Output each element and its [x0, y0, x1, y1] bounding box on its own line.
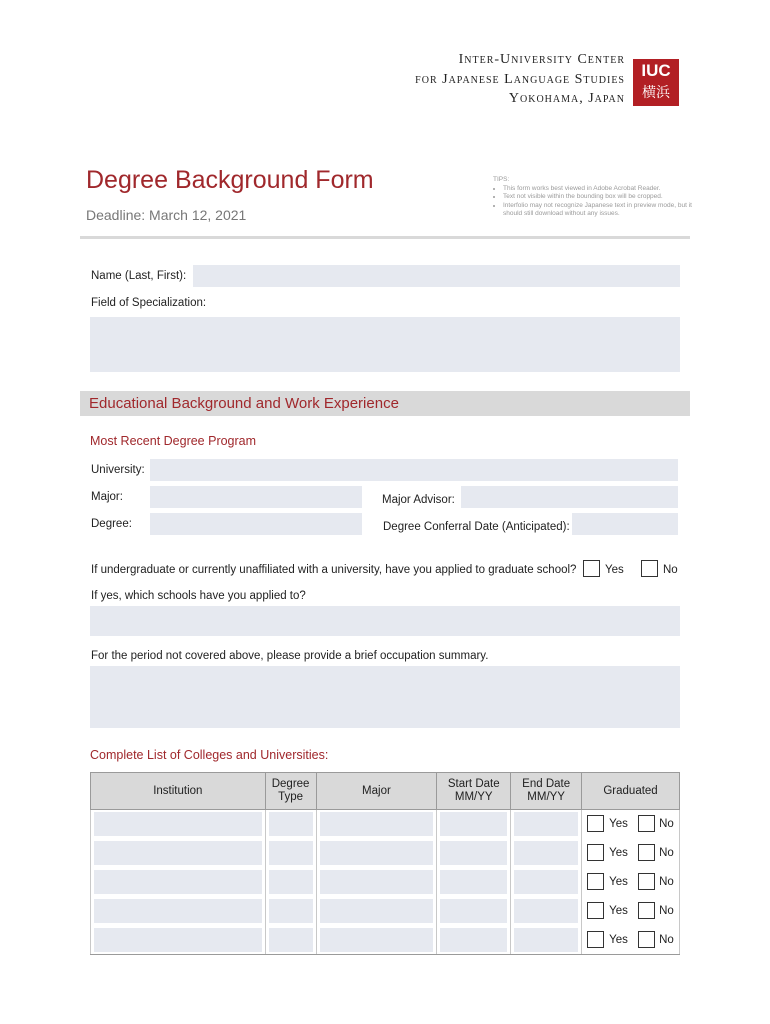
- graduated-yes-checkbox[interactable]: [587, 931, 604, 948]
- end-date-field[interactable]: [514, 899, 578, 923]
- graduated-options: [585, 870, 676, 894]
- table-row: [91, 926, 680, 955]
- col-end-date: End Date MM/YY: [511, 773, 582, 810]
- graduated-yes-label: Yes: [609, 905, 628, 917]
- logo-text-iuc: IUC: [641, 61, 671, 80]
- graduated-options: [585, 812, 676, 836]
- deadline: Deadline: March 12, 2021: [86, 207, 247, 223]
- table-cell: [265, 868, 316, 897]
- table-cell: [316, 810, 437, 839]
- org-name-line3: Yokohama, Japan: [508, 91, 625, 106]
- specialization-label: Field of Specialization:: [91, 297, 207, 309]
- graduated-no-checkbox[interactable]: [638, 873, 655, 890]
- tip-item: • Interfolio may not recognize Japanese text in preview mode, but it should still download without any issues.: [503, 202, 693, 219]
- start-date-field[interactable]: [440, 812, 507, 836]
- degree-label: Degree:: [91, 518, 132, 530]
- table-cell: [91, 868, 266, 897]
- colleges-table: [90, 772, 680, 955]
- col-institution: Institution: [91, 773, 266, 810]
- org-name-line1: Inter-University Center: [458, 52, 625, 67]
- grad-yes-label: Yes: [605, 564, 624, 576]
- name-field[interactable]: [193, 265, 680, 287]
- table-cell: [316, 897, 437, 926]
- grad-school-question: If undergraduate or currently unaffiliated with a university, have you applied to graduate school?: [91, 564, 577, 576]
- table-cell: [437, 926, 511, 955]
- graduated-no-label: No: [659, 905, 674, 917]
- schools-applied-field[interactable]: [90, 606, 680, 636]
- graduated-yes-checkbox[interactable]: [587, 844, 604, 861]
- graduated-yes-label: Yes: [609, 933, 628, 946]
- table-cell: [511, 839, 582, 868]
- table-cell: [582, 868, 680, 897]
- degree-field[interactable]: [150, 513, 362, 535]
- table-cell: [582, 897, 680, 926]
- end-date-field[interactable]: [514, 928, 578, 952]
- graduated-yes-label: Yes: [609, 876, 628, 888]
- graduated-yes-label: Yes: [609, 818, 628, 831]
- table-cell: [511, 868, 582, 897]
- conferral-date-field[interactable]: [572, 513, 678, 535]
- graduated-no-label: No: [659, 933, 674, 946]
- major-field[interactable]: [320, 841, 434, 865]
- table-cell: [437, 839, 511, 868]
- table-cell: [91, 810, 266, 839]
- major-field[interactable]: [320, 870, 434, 894]
- col-major: Major: [316, 773, 437, 810]
- major-field[interactable]: [320, 928, 434, 952]
- degree-type-field[interactable]: [269, 812, 313, 836]
- institution-field[interactable]: [94, 899, 262, 923]
- iuc-logo: [633, 59, 679, 106]
- graduated-options: [585, 841, 676, 865]
- logo-text-kanji: 横浜: [642, 84, 670, 100]
- graduated-yes-checkbox[interactable]: [587, 873, 604, 890]
- table-cell: [316, 868, 437, 897]
- graduated-options: [585, 899, 676, 923]
- major-field[interactable]: [320, 899, 434, 923]
- start-date-field[interactable]: [440, 928, 507, 952]
- conferral-label: Degree Conferral Date (Anticipated):: [383, 521, 570, 533]
- graduated-yes-label: Yes: [609, 847, 628, 859]
- graduated-yes-checkbox[interactable]: [587, 815, 604, 832]
- end-date-field[interactable]: [514, 812, 578, 836]
- grad-no-label: No: [663, 564, 678, 576]
- colleges-heading: Complete List of Colleges and Universities:: [90, 748, 329, 762]
- table-cell: [316, 839, 437, 868]
- degree-type-field[interactable]: [269, 928, 313, 952]
- table-cell: [437, 810, 511, 839]
- table-cell: [265, 926, 316, 955]
- institution-field[interactable]: [94, 841, 262, 865]
- start-date-field[interactable]: [440, 870, 507, 894]
- end-date-field[interactable]: [514, 870, 578, 894]
- graduated-yes-checkbox[interactable]: [587, 902, 604, 919]
- table-row: [91, 839, 680, 868]
- table-cell: [91, 926, 266, 955]
- graduated-no-label: No: [659, 818, 674, 831]
- institution-field[interactable]: [94, 812, 262, 836]
- table-cell: [437, 868, 511, 897]
- grad-no-checkbox[interactable]: [641, 560, 658, 577]
- table-cell: [511, 897, 582, 926]
- occupation-label: For the period not covered above, please provide a brief occupation summary.: [91, 650, 489, 662]
- tip-item: • Text not visible within the bounding box will be cropped.: [503, 193, 693, 202]
- graduated-no-checkbox[interactable]: [638, 902, 655, 919]
- graduated-no-checkbox[interactable]: [638, 815, 655, 832]
- table-cell: [316, 926, 437, 955]
- col-start-date: Start Date MM/YY: [437, 773, 511, 810]
- org-name-line2: for Japanese Language Studies: [415, 72, 625, 87]
- recent-degree-heading: Most Recent Degree Program: [90, 434, 257, 448]
- table-cell: [582, 810, 680, 839]
- table-cell: [511, 810, 582, 839]
- table-row: [91, 897, 680, 926]
- tip-item: • This form works best viewed in Adobe Acrobat Reader.: [503, 185, 693, 194]
- table-cell: [265, 897, 316, 926]
- degree-type-field[interactable]: [269, 899, 313, 923]
- graduated-no-label: No: [659, 876, 674, 888]
- tips-heading: TIPS:: [493, 176, 510, 183]
- table-cell: [582, 839, 680, 868]
- schools-applied-label: If yes, which schools have you applied to?: [91, 590, 306, 602]
- table-header-row: [91, 773, 680, 810]
- start-date-field[interactable]: [440, 841, 507, 865]
- graduated-no-checkbox[interactable]: [638, 844, 655, 861]
- col-graduated: Graduated: [582, 773, 680, 810]
- end-date-field[interactable]: [514, 841, 578, 865]
- advisor-label: Major Advisor:: [382, 494, 455, 506]
- table-cell: [265, 810, 316, 839]
- table-cell: [265, 839, 316, 868]
- advisor-field[interactable]: [461, 486, 678, 508]
- start-date-field[interactable]: [440, 899, 507, 923]
- specialization-field[interactable]: [90, 317, 680, 372]
- col-degree-type: Degree Type: [265, 773, 316, 810]
- table-row: [91, 810, 680, 839]
- institution-field[interactable]: [94, 928, 262, 952]
- degree-type-field[interactable]: [269, 841, 313, 865]
- major-field[interactable]: [150, 486, 362, 508]
- occupation-summary-field[interactable]: [90, 666, 680, 728]
- table-cell: [91, 897, 266, 926]
- degree-type-field[interactable]: [269, 870, 313, 894]
- university-label: University:: [91, 464, 145, 476]
- graduated-no-label: No: [659, 847, 674, 859]
- table-cell: [511, 926, 582, 955]
- table-cell: [582, 926, 680, 955]
- grad-yes-checkbox[interactable]: [583, 560, 600, 577]
- major-label: Major:: [91, 491, 123, 503]
- institution-field[interactable]: [94, 870, 262, 894]
- section-title: Educational Background and Work Experience: [89, 395, 399, 412]
- graduated-no-checkbox[interactable]: [638, 931, 655, 948]
- table-cell: [91, 839, 266, 868]
- page-title: Degree Background Form: [86, 166, 374, 194]
- name-label: Name (Last, First):: [91, 270, 187, 282]
- tips-box: [493, 176, 693, 219]
- major-field[interactable]: [320, 812, 434, 836]
- graduated-options: [585, 928, 676, 952]
- section-bar: [80, 391, 690, 416]
- table-row: [91, 868, 680, 897]
- header-divider: [80, 236, 690, 239]
- university-field[interactable]: [150, 459, 678, 481]
- table-cell: [437, 897, 511, 926]
